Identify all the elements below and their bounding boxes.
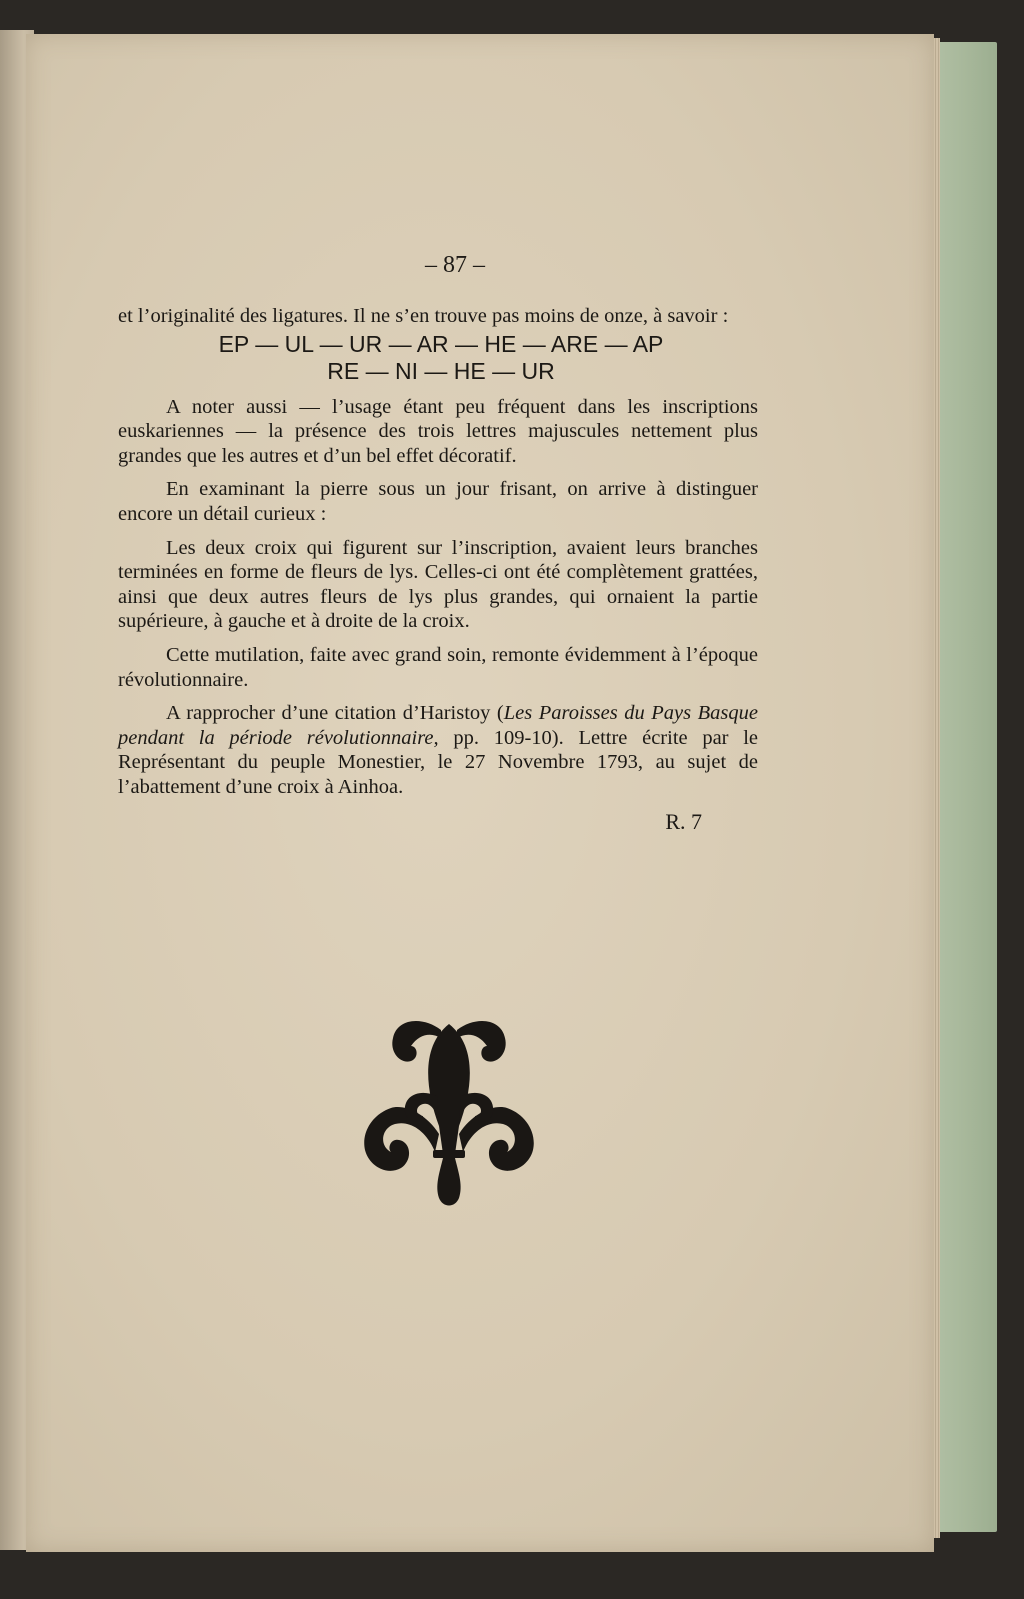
book-page bbox=[26, 34, 934, 1552]
page-number: – 87 – bbox=[425, 252, 485, 278]
fleur-de-lys-shape bbox=[364, 1021, 534, 1206]
paragraph-3: En examinant la pierre sous un jour frisant, on arrive à distinguer encore un détail curieux : bbox=[118, 478, 758, 525]
signature: R. 7 bbox=[665, 808, 702, 834]
ligature-list bbox=[118, 331, 758, 385]
paragraph-2: A noter aussi — l’usage étant peu fréquent dans les inscriptions euskariennes — la présence des trois lettres majuscules nettement plus grandes que les autres et d’un bel effet décoratif. bbox=[118, 395, 758, 467]
ligature-line-2: RE — NI — HE — UR bbox=[327, 357, 555, 384]
fleur-de-lys-icon bbox=[359, 1016, 539, 1210]
paragraph-4: Les deux croix qui figurent sur l’inscription, avaient leurs branches terminées en forme de fleurs de lys. Celles-ci ont été complètement grattées, ainsi que deux autres fleurs de lys plus grandes, qui ornaient la partie supérieure, à gauche et à droite de la croix. bbox=[118, 536, 758, 633]
ligature-line-1: EP — UL — UR — AR — HE — ARE — AP bbox=[218, 330, 664, 357]
body-text bbox=[118, 304, 758, 834]
citation-rest: pp. 109-10). Lettre écrite par le Représentant du peuple Monestier, le 27 Novembre 1793, au sujet de l’abattement d’une croix à Ainhoa. bbox=[118, 726, 759, 798]
paragraph-1: et l’originalité des ligatures. Il ne s’en trouve pas moins de onze, à savoir : bbox=[118, 305, 729, 327]
citation-title: Les Paroisses du Pays Basque pendant la période révolutionnaire, bbox=[118, 702, 758, 749]
paragraph-6 bbox=[118, 701, 758, 799]
paragraph-5: Cette mutilation, faite avec grand soin, remonte évidemment à l’époque révolutionnaire. bbox=[118, 643, 758, 691]
citation-intro: A rapprocher d’une citation d’Haristoy ( bbox=[166, 702, 504, 725]
